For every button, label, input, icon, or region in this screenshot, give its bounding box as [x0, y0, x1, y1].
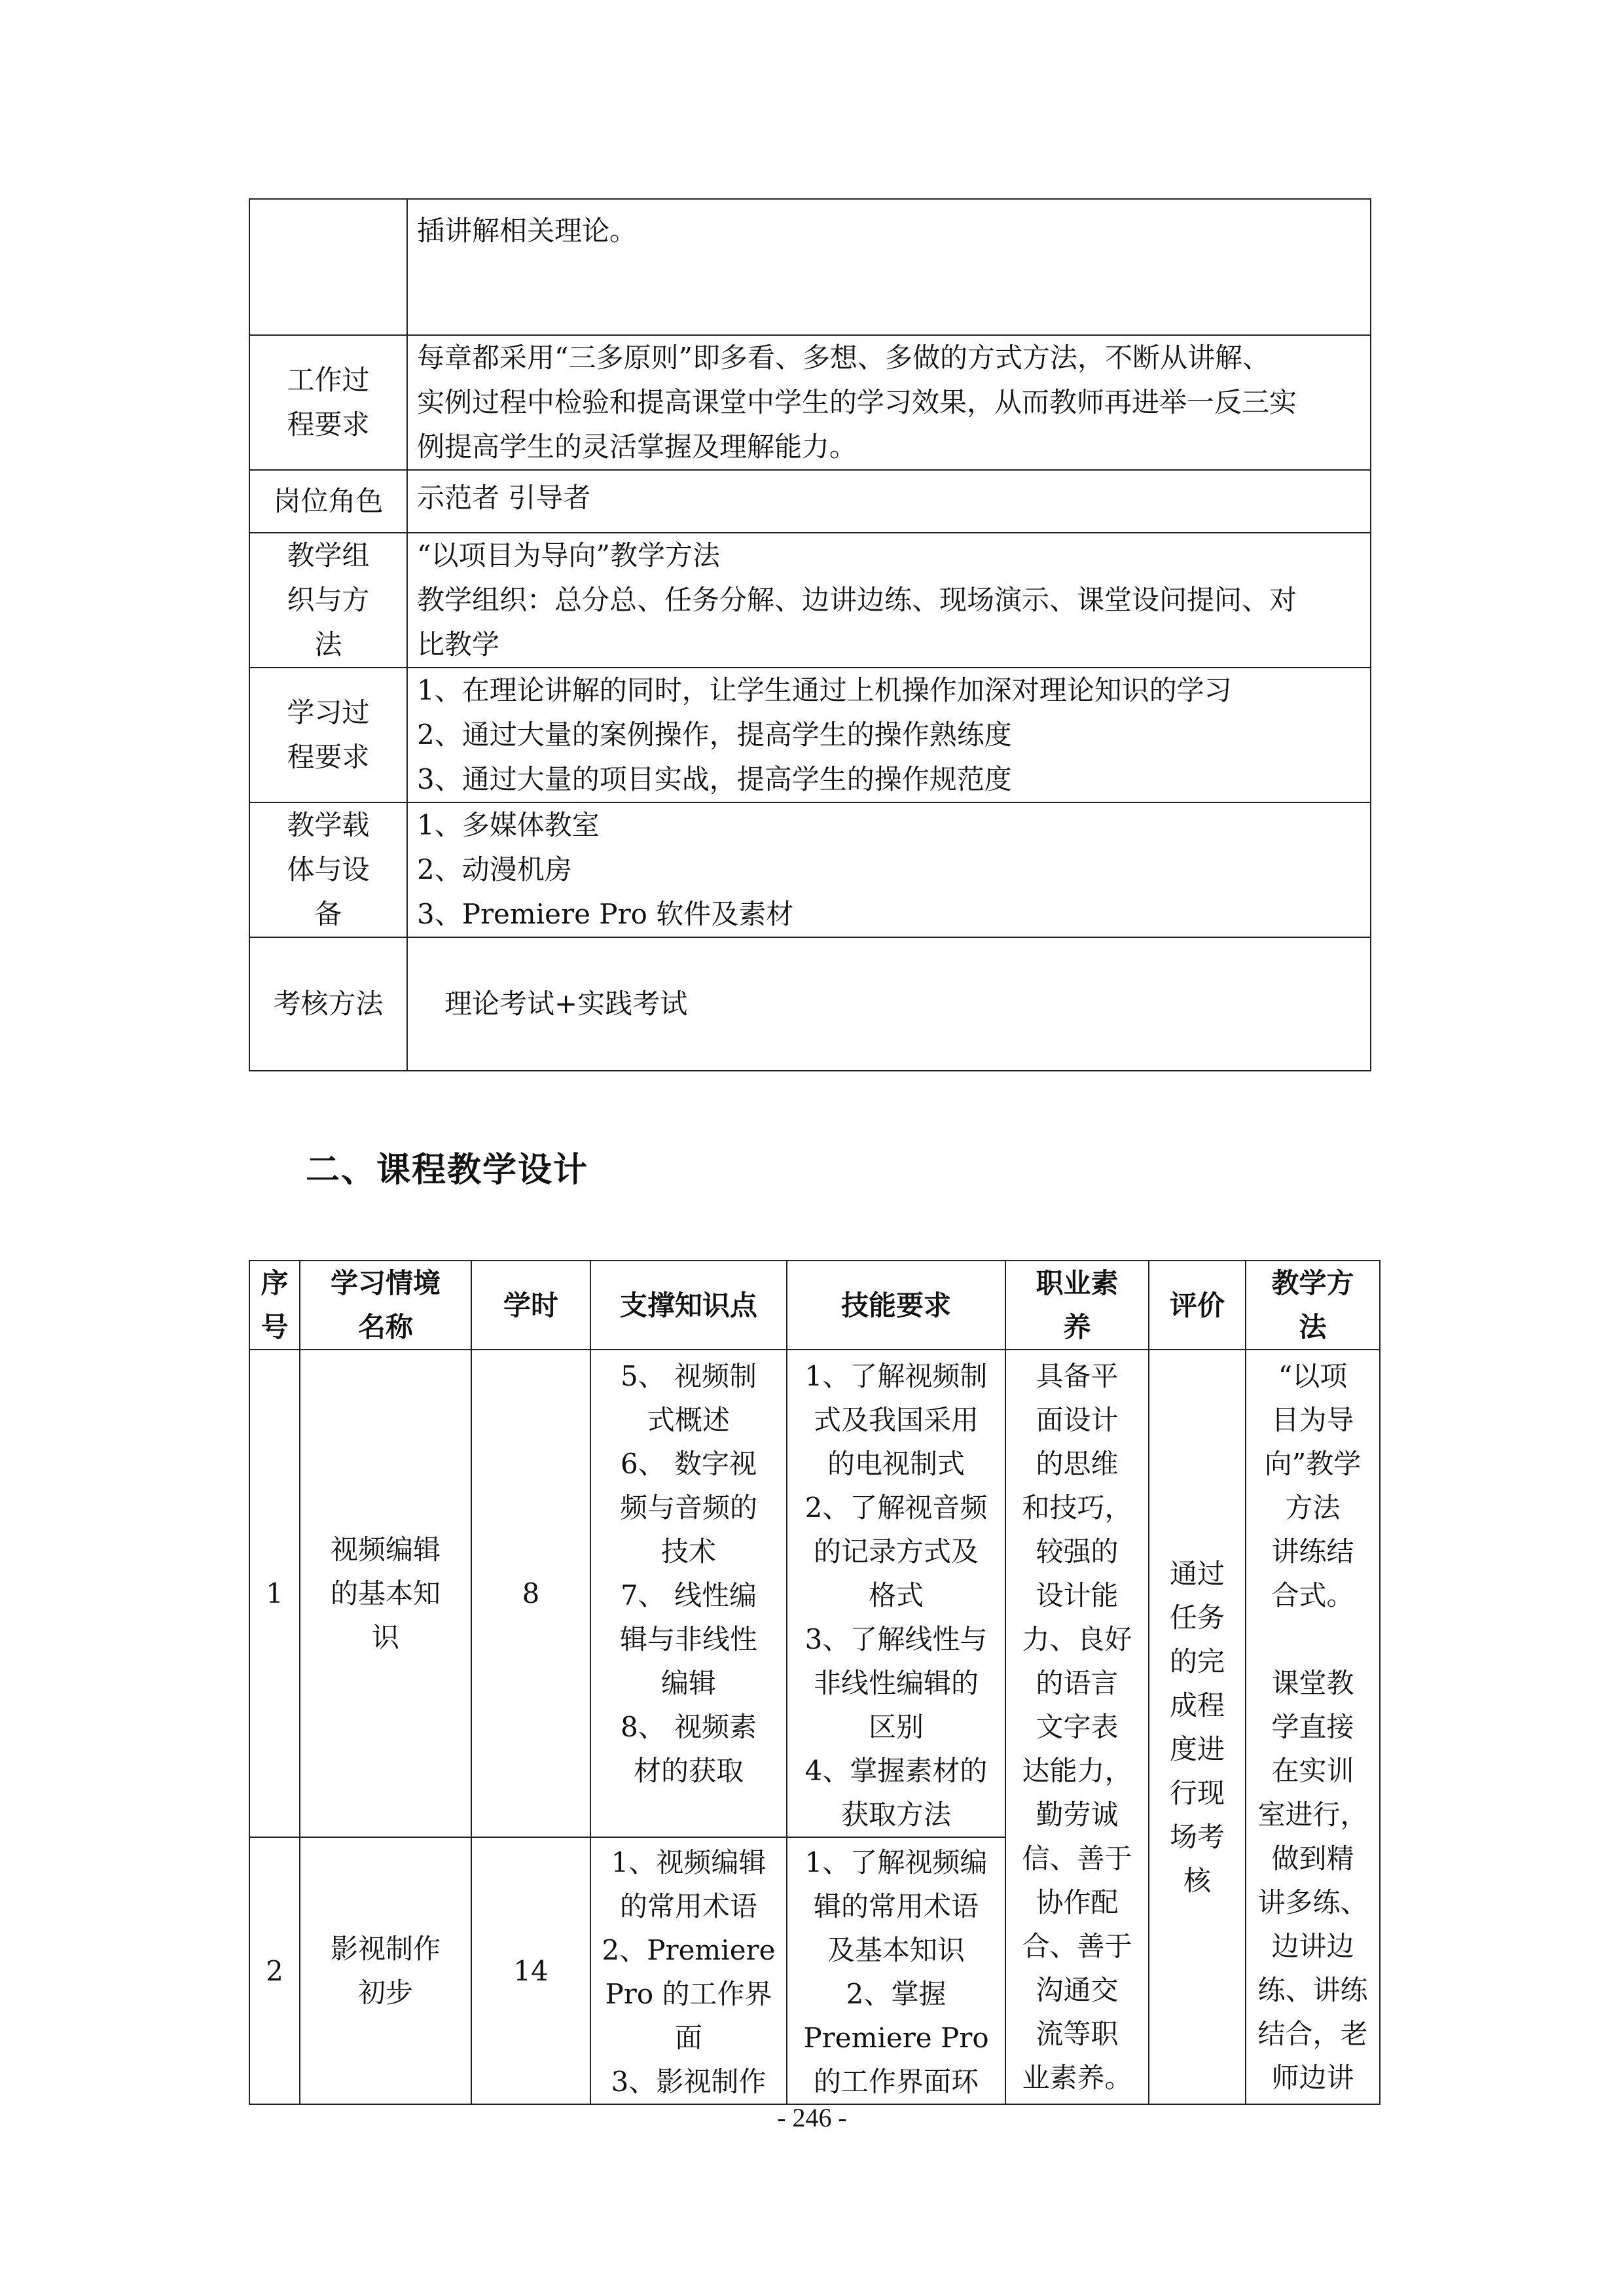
- cell-line: 式概述: [647, 1404, 730, 1436]
- cell-line: 结合，老: [1257, 2018, 1368, 2050]
- cell-line: 频与音频的: [619, 1492, 757, 1524]
- cell-line: 协作配: [1036, 1886, 1119, 1918]
- cell-line: 较强的: [1036, 1535, 1119, 1568]
- cell-line: 向”教学: [1264, 1448, 1362, 1480]
- cell-line: 6、 数字视: [620, 1448, 757, 1480]
- cell-line: 行现: [1169, 1776, 1225, 1809]
- table-row: [249, 668, 1371, 802]
- cell-line: 辑与非线性: [619, 1623, 757, 1655]
- cell-line: 课堂教: [1271, 1667, 1354, 1699]
- name-text: 影视制作初步: [330, 1933, 441, 2009]
- course-info-table: [249, 198, 1371, 1071]
- content-line: 1、在理论讲解的同时，让学生通过上机操作加深对理论知识的学习: [417, 674, 1232, 706]
- header-row: [249, 1261, 1380, 1350]
- row-content: [407, 470, 1371, 533]
- content-line: 2、通过大量的案例操作，提高学生的操作熟练度: [417, 719, 1012, 751]
- cell-line: 任务: [1169, 1601, 1225, 1634]
- name-text: 视频编辑的基本知识: [330, 1534, 441, 1653]
- cell-line: 通过: [1169, 1557, 1225, 1590]
- row-label: [249, 533, 407, 668]
- cell-line: 练、讲练: [1257, 1974, 1368, 2006]
- cell-line: 合、善于: [1022, 1930, 1132, 1962]
- label-text: 教学组织与方法: [287, 539, 370, 660]
- table-row: [249, 937, 1371, 1071]
- table-row: [249, 335, 1371, 470]
- cell-line: 5、 视频制: [620, 1360, 757, 1392]
- row-label: [249, 199, 407, 335]
- header-text: 职业素养: [1036, 1267, 1119, 1343]
- cell-line: 和技巧，: [1022, 1492, 1132, 1524]
- course-info-table-body: [249, 199, 1371, 1071]
- cell-line: 信、善于: [1022, 1842, 1132, 1874]
- cell-line: 师边讲: [1271, 2062, 1354, 2094]
- cell-line: 3、了解线性与: [804, 1623, 988, 1655]
- cell-line: 业素养。: [1022, 2062, 1132, 2094]
- label-text: 工作过程要求: [287, 364, 370, 440]
- table-row: [249, 199, 1371, 335]
- cell-line: 7、 线性编: [620, 1579, 757, 1611]
- label-text: 学习过程要求: [287, 696, 370, 773]
- cell-line: 流等职: [1036, 2018, 1119, 2050]
- cell-line: 合式。: [1271, 1579, 1354, 1611]
- cell-line: 度进: [1169, 1732, 1225, 1765]
- row-content: [407, 199, 1371, 335]
- cell-line: 编辑: [660, 1667, 716, 1699]
- evaluation-cell: [1149, 1350, 1246, 2104]
- content-line: 2、动漫机房: [417, 853, 572, 886]
- cell-line: 2、了解视音频: [804, 1492, 988, 1524]
- cell-line: 讲多练、: [1257, 1886, 1368, 1918]
- cell-line: 场考: [1169, 1820, 1225, 1853]
- cell-line: 及基本知识: [827, 1934, 965, 1966]
- cell-line: 的工作界面环: [813, 2066, 979, 2098]
- cell-line: 的完: [1169, 1645, 1225, 1677]
- header-hours: 学时: [471, 1261, 590, 1350]
- name-cell: [300, 1837, 471, 2104]
- row-content: [407, 668, 1371, 802]
- cell-line: Pro 的工作界: [605, 1978, 772, 2010]
- page-number: - 246 -: [777, 2103, 847, 2132]
- row-label: [249, 802, 407, 937]
- cell-line: 8、 视频素: [620, 1711, 757, 1743]
- content-line: 示范者 引导者: [417, 482, 591, 514]
- cell-line: 文字表: [1036, 1711, 1119, 1743]
- row-content: [407, 937, 1371, 1071]
- hours-cell: 8: [471, 1350, 590, 1837]
- cell-line: 室进行，: [1257, 1799, 1368, 1831]
- cell-line: 1、了解视频编: [804, 1846, 988, 1878]
- table-row: [249, 1350, 1380, 1837]
- content-line: 每章都采用“三多原则”即多看、多想、多做的方式方法，不断从讲解、: [417, 342, 1270, 374]
- cell-line: 勤劳诚: [1036, 1799, 1119, 1831]
- cell-line: 在实训: [1271, 1755, 1354, 1787]
- content-line: 比教学: [417, 628, 500, 660]
- cell-line: 的电视制式: [827, 1448, 965, 1480]
- table-row: [249, 533, 1371, 668]
- cell-line: 4、掌握素材的: [804, 1755, 988, 1787]
- row-label: [249, 335, 407, 470]
- header-skills: 技能要求: [787, 1261, 1005, 1350]
- cell-line: 辑的常用术语: [813, 1890, 979, 1922]
- row-content: [407, 335, 1371, 470]
- header-seq: [249, 1261, 300, 1350]
- cell-line: 做到精: [1271, 1842, 1354, 1874]
- name-cell: [300, 1350, 471, 1837]
- cell-line: 边讲边: [1271, 1930, 1354, 1962]
- header-text: 序号: [261, 1267, 289, 1343]
- row-label: 考核方法: [249, 937, 407, 1071]
- cell-line: “以项: [1278, 1360, 1348, 1392]
- course-design-table: [249, 1260, 1380, 2105]
- row-label: 岗位角色: [249, 470, 407, 533]
- cell-line: 设计能: [1036, 1579, 1119, 1611]
- cell-line: 面设计: [1036, 1404, 1119, 1436]
- cell-line: 材的获取: [633, 1755, 744, 1787]
- table-body: [249, 1350, 1380, 2104]
- skills-cell: [787, 1350, 1005, 1837]
- content-line: 实例过程中检验和提高课堂中学生的学习效果，从而教师再进举一反三实: [417, 386, 1297, 418]
- seq-cell: 2: [249, 1837, 300, 2104]
- cell-line: 1、视频编辑: [611, 1846, 767, 1878]
- content-line: 插讲解相关理论。: [417, 215, 638, 247]
- cell-line: 核: [1183, 1864, 1211, 1897]
- content-line: 例提高学生的灵活掌握及理解能力。: [417, 431, 857, 463]
- row-label: [249, 668, 407, 802]
- content-line: 理论考试+实践考试: [444, 988, 688, 1020]
- cell-line: 的语言: [1036, 1667, 1119, 1699]
- header-method: [1246, 1261, 1380, 1350]
- cell-line: 技术: [660, 1535, 716, 1568]
- method-cell: [1246, 1350, 1380, 2104]
- header-text: 教学方法: [1271, 1267, 1354, 1343]
- header-name: [300, 1261, 471, 1350]
- cell-line: Premiere Pro: [803, 2022, 989, 2054]
- content-line: 教学组织：总分总、任务分解、边讲边练、现场演示、课堂设问提问、对: [417, 584, 1297, 616]
- cell-line: 沟通交: [1036, 1974, 1119, 2006]
- knowledge-cell: [590, 1837, 787, 2104]
- cell-line: 2、Premiere: [602, 1934, 776, 1966]
- cell-line: 获取方法: [840, 1799, 951, 1831]
- section-heading: 二、课程教学设计: [306, 1151, 589, 1190]
- row-content: [407, 802, 1371, 937]
- header-knowledge: 支撑知识点: [590, 1261, 787, 1350]
- cell-line: 格式: [868, 1579, 924, 1611]
- cell-line: 的常用术语: [619, 1890, 757, 1922]
- cell-line: 1、了解视频制: [804, 1360, 988, 1392]
- knowledge-cell: [590, 1350, 787, 1837]
- cell-line: 区别: [868, 1711, 924, 1743]
- content-line: 3、Premiere Pro 软件及素材: [417, 898, 794, 930]
- hours-cell: 14: [471, 1837, 590, 2104]
- header-evaluation: 评价: [1149, 1261, 1246, 1350]
- cell-line: 非线性编辑的: [813, 1667, 979, 1699]
- cell-line: 2、掌握: [846, 1978, 947, 2010]
- cell-line: 学直接: [1271, 1711, 1354, 1743]
- cell-line: 的思维: [1036, 1448, 1119, 1480]
- cell-line: 式及我国采用: [813, 1404, 979, 1436]
- cell-line: [1246, 1617, 1379, 1661]
- table-header: [249, 1261, 1380, 1350]
- quality-cell: [1005, 1350, 1149, 2104]
- cell-line: 达能力，: [1022, 1755, 1132, 1787]
- content-line: 3、通过大量的项目实战，提高学生的操作规范度: [417, 763, 1012, 795]
- content-line: 1、多媒体教室: [417, 809, 600, 841]
- header-text: 学习情境名称: [330, 1267, 441, 1343]
- label-text: 教学载体与设备: [287, 809, 370, 930]
- content-line: “以项目为导向”教学方法: [417, 539, 720, 571]
- header-quality: [1005, 1261, 1149, 1350]
- cell-line: 成程: [1169, 1689, 1225, 1721]
- cell-line: 的记录方式及: [813, 1535, 979, 1568]
- table-row: [249, 470, 1371, 533]
- cell-line: 目为导: [1271, 1404, 1354, 1436]
- cell-line: 面: [674, 2022, 702, 2054]
- cell-line: 讲练结: [1271, 1535, 1354, 1568]
- cell-line: 具备平: [1036, 1360, 1119, 1392]
- cell-line: 力、良好: [1022, 1623, 1132, 1655]
- cell-line: 方法: [1285, 1492, 1341, 1524]
- cell-line: 3、影视制作: [611, 2066, 767, 2098]
- table-row: [249, 802, 1371, 937]
- skills-cell: [787, 1837, 1005, 2104]
- seq-cell: 1: [249, 1350, 300, 1837]
- row-content: [407, 533, 1371, 668]
